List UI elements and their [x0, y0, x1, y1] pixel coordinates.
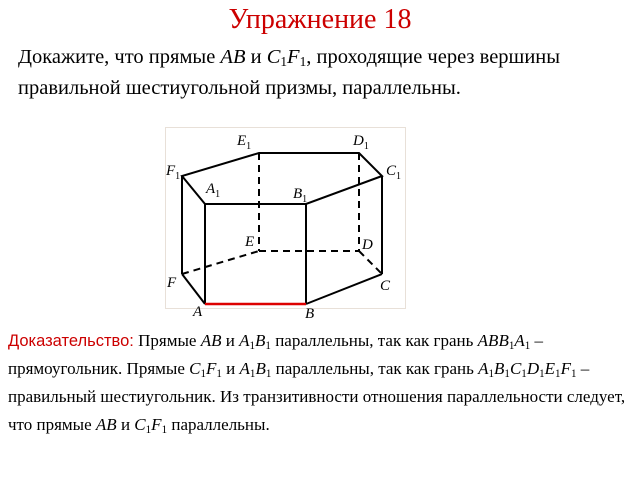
label-e: E — [245, 234, 255, 250]
label-b1: $B_1$ — [293, 186, 308, 205]
label-f: F — [167, 275, 177, 291]
proof-text: Доказательство: Прямые AB и $A_1B_1$ параллельны, так как грань $ABB_1A_1$ – прямоугольник. Прямые $C_1F_1$ и $A_1B_1$ параллельны, так как грань $A_1B_1C_1D_1E_1F_1$ – правильный шестиугольник. Из транзитивности отношения параллельности следует, что прямые AB и $C_1F_1$ параллельны. — [8, 331, 626, 436]
hexagonal-prism-diagram — [165, 127, 406, 322]
label-d: D — [362, 237, 373, 253]
label-f1: $F_1$ — [166, 163, 181, 182]
label-b: B — [305, 306, 315, 322]
exercise-title: Упражнение 18 — [228, 4, 412, 35]
label-e1: $E_1$ — [237, 133, 252, 152]
label-c: C — [380, 278, 391, 294]
proof-label: Доказательство: — [8, 332, 134, 350]
task-statement: Докажите, что прямые AB и $C_1F_1$, проходящие через вершины правильной шестиугольной призмы, параллельны. — [18, 46, 561, 99]
label-c1: $C_1$ — [386, 163, 402, 182]
prism-figure — [165, 127, 406, 322]
label-d1: $D_1$ — [353, 133, 369, 152]
label-a: A — [193, 304, 203, 320]
label-a1: $A_1$ — [206, 181, 221, 200]
